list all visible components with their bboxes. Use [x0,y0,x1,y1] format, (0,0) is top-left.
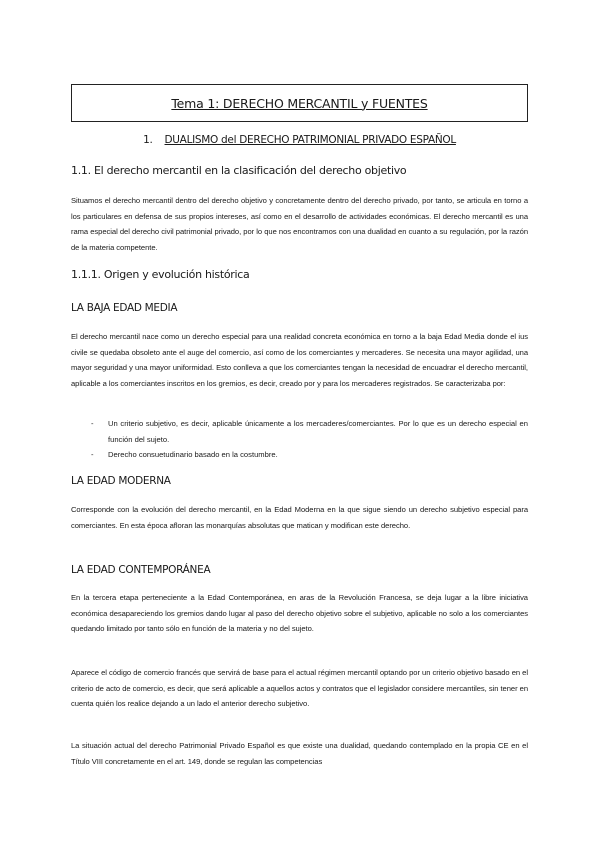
edad-moderna-paragraph: Corresponde con la evolución del derecho mercantil, en la Edad Moderna en la que sigue siendo un derecho subjetivo especial para comerciantes. En esta época afloran las monarquías absolutas que matican y modifican este derecho. [71,505,528,530]
edad-contemporanea-heading: LA EDAD CONTEMPORÁNEA [71,564,211,576]
baja-edad-media-bullet-list [71,416,528,463]
bullet-text: Derecho consuetudinario basado en la costumbre. [108,450,278,460]
baja-edad-media-paragraph: El derecho mercantil nace como un derecho especial para una realidad concreta económica en torno a la baja Edad Media donde el ius civile se quedaba obsoleto ante el auge del comercio, así como de los comerciantes y mercaderes. Se necesita una mayor agilidad, una mayor seguridad y una mayor uniformidad. Esto conlleva a que los comerciantes tengan la necesidad de encuadrar el derecho mercantil, aplicable a los comerciantes inscritos en los gremios, es decir, creado por y para los mercaderes registrados. Se caracterizaba por: [71,332,528,388]
subsection-1-1-1-heading: 1.1.1. Origen y evolución histórica [71,268,250,281]
paragraph-1-1: Situamos el derecho mercantil dentro del derecho objetivo y concretamente dentro del derecho privado, por tanto, se articula en torno a los particulares en defensa de sus propios intereses, así como en el desarrollo de actividades económicas. El derecho mercantil es una rama especial del derecho civil patrimonial privado, por lo que nos encontramos con una dualidad en cuanto a su regulación, por la razón de la materia competente. [71,196,528,252]
subsection-1-1-heading: 1.1. El derecho mercantil en la clasificación del derecho objetivo [71,164,407,177]
document-title: Tema 1: DERECHO MERCANTIL y FUENTES [171,95,428,111]
section-1-title: DUALISMO del DERECHO PATRIMONIAL PRIVADO ESPAÑOL [164,134,456,146]
edad-contemporanea-paragraph-2: Aparece el código de comercio francés que servirá de base para el actual régimen mercantil optando por un criterio objetivo basado en el criterio de acto de comercio, es decir, que será aplicable a aquellos actos y contratos que el legislador considere mercantiles, sin tener en cuenta quién los realice dejando a un lado el anterior derecho subjetivo. [71,668,528,709]
section-1-heading [71,134,528,146]
edad-contemporanea-paragraph-3: La situación actual del derecho Patrimonial Privado Español es que existe una dualidad, quedando contemplado en la propia CE en el Título VIII concretamente en el art. 149, donde se regulan las competencias [71,741,528,766]
bullet-text: Un criterio subjetivo, es decir, aplicable únicamente a los mercaderes/comerciantes. Por lo que es un derecho especial en función del sujeto. [108,419,528,444]
baja-edad-media-heading: LA BAJA EDAD MEDIA [71,302,178,314]
list-item [71,416,528,447]
edad-contemporanea-paragraph-1: En la tercera etapa perteneciente a la Edad Contemporánea, en aras de la Revolución Francesa, se deja lugar a la libre iniciativa económica desapareciendo los gremios dando lugar al paso del derecho objetivo sobre el subjetivo, aplicable no solo a los comerciantes quedando limitado por tanto sólo en función de la materia y no del sujeto. [71,593,528,634]
list-item [71,447,528,463]
edad-moderna-heading: LA EDAD MODERNA [71,475,171,487]
bullet-dash: - [91,419,94,428]
document-title-box [71,84,528,122]
bullet-dash: - [91,450,94,460]
section-1-number: 1. [143,134,153,146]
